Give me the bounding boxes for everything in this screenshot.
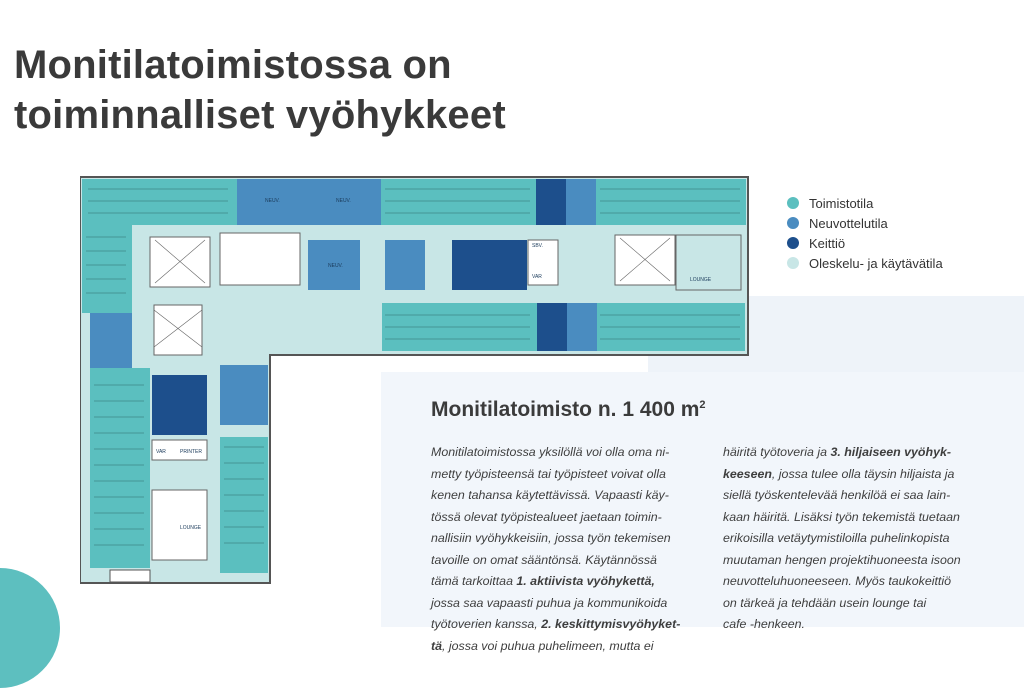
zone-kitchen-bottom bbox=[537, 303, 567, 351]
label-lounge-1: LOUNGE bbox=[180, 525, 202, 531]
label-neuv-1: NEUV. bbox=[265, 198, 280, 204]
card-column-2 bbox=[723, 442, 1008, 636]
title-line-2: toiminnalliset vyöhykkeet bbox=[14, 93, 506, 137]
wc-core-2 bbox=[154, 305, 202, 355]
zone-2-emphasis: 2. keskittymisvyöhyket- bbox=[541, 617, 681, 631]
text-span: , jossa voi puhua puhelimeen, mutta ei bbox=[442, 638, 654, 653]
text-line bbox=[431, 614, 716, 636]
zone-meeting-left-2 bbox=[220, 365, 268, 425]
text-line bbox=[723, 442, 1008, 464]
card-title bbox=[431, 398, 706, 422]
legend-label: Neuvottelutila bbox=[809, 215, 888, 231]
text-line: neuvotteluhuoneeseen. Myös taukokeittiö bbox=[723, 574, 952, 588]
legend-label: Oleskelu- ja käytävätila bbox=[809, 255, 943, 271]
text-span: työtoverien kanssa, bbox=[431, 617, 542, 631]
legend-item-toimistotila bbox=[787, 193, 943, 213]
zone-office-left-3 bbox=[220, 437, 268, 573]
legend-item-neuvottelutila bbox=[787, 213, 943, 233]
text-line: jossa saa vapaasti puhua ja kommunikoida bbox=[431, 595, 668, 610]
text-line: tössä olevat työpistealueet jaetaan toimin- bbox=[431, 509, 662, 524]
card-column-1 bbox=[431, 442, 716, 657]
zone-3-emphasis: 3. hiljaiseen vyöhyk- bbox=[830, 445, 951, 459]
card-title-sup: 2 bbox=[699, 399, 706, 411]
legend-item-keittio bbox=[787, 233, 943, 253]
text-line: on tärkeä ja tehdään usein lounge tai bbox=[723, 595, 927, 610]
zone-3-emphasis-end: keeseen bbox=[723, 466, 772, 481]
label-neuv-3: NEUV. bbox=[328, 263, 343, 269]
label-var-2: VAR bbox=[156, 449, 166, 455]
label-var-1: VAR bbox=[532, 274, 542, 280]
card-title-text: Monitilatoimisto n. 1 400 m bbox=[431, 398, 700, 421]
zone-office-top-1 bbox=[82, 179, 237, 225]
zone-meeting-top bbox=[566, 179, 596, 225]
zone-kitchen-top bbox=[536, 179, 566, 225]
label-lounge-2: LOUNGE bbox=[690, 277, 712, 283]
zone-office-left-2 bbox=[90, 368, 150, 568]
text-span: tämä tarkoittaa bbox=[431, 574, 517, 588]
legend-label: Keittiö bbox=[809, 235, 846, 251]
wc-core bbox=[220, 233, 300, 285]
legend-dot-keittio bbox=[787, 237, 799, 249]
page-title bbox=[14, 40, 506, 140]
zone-2-emphasis-end: tä bbox=[431, 638, 443, 653]
text-line: cafe -henkeen. bbox=[723, 617, 805, 631]
text-line: kaan häiritä. Lisäksi työn tekemistä tuetaan bbox=[723, 509, 960, 524]
zone-office-left-1 bbox=[82, 225, 132, 313]
bottom-stair bbox=[110, 570, 150, 582]
text-line: kenen tahansa käytettävissä. Vapaasti käy- bbox=[431, 488, 669, 502]
zone-kitchen-center bbox=[452, 240, 527, 290]
text-line bbox=[431, 636, 716, 658]
info-card bbox=[381, 372, 1024, 653]
zone-1-emphasis: 1. aktiivista vyöhykettä, bbox=[516, 574, 655, 588]
text-line bbox=[723, 464, 1008, 486]
legend-dot-neuvottelutila bbox=[787, 217, 799, 229]
zone-office-top-3 bbox=[596, 179, 746, 225]
text-line: tavoille on omat sääntönsä. Käytännössä bbox=[431, 552, 657, 567]
title-line-1: Monitilatoimistossa on bbox=[14, 43, 452, 87]
text-line: metty työpisteensä tai työpisteet voivat olla bbox=[431, 466, 666, 481]
text-line: erikoisilla vetäytymistiloilla puhelinkopista bbox=[723, 531, 950, 545]
decorative-corner-circle bbox=[0, 568, 60, 688]
text-line bbox=[431, 571, 716, 593]
text-line: siellä työskentelevää henkilöä ei saa lain- bbox=[723, 488, 951, 502]
legend-label: Toimistotila bbox=[809, 195, 874, 211]
legend-dot-toimistotila bbox=[787, 197, 799, 209]
text-span: häiritä työtoveria ja bbox=[723, 445, 831, 459]
zone-office-top-2 bbox=[381, 179, 536, 225]
zone-kitchen-left bbox=[152, 375, 207, 435]
text-span: , jossa tulee olla täysin hiljaista ja bbox=[771, 466, 955, 481]
zone-meeting-left bbox=[90, 313, 132, 368]
label-sbv: SBV. bbox=[532, 243, 543, 249]
zone-meeting-center bbox=[385, 240, 425, 290]
text-line: Monitilatoimistossa yksilöllä voi olla oma ni- bbox=[431, 445, 670, 459]
text-line: nallisiin vyöhykkeisiin, jossa työn tekemisen bbox=[431, 531, 671, 545]
legend bbox=[787, 193, 943, 273]
label-neuv-2: NEUV. bbox=[336, 198, 351, 204]
legend-dot-oleskelu bbox=[787, 257, 799, 269]
label-printer: PRINTER bbox=[180, 449, 202, 455]
zone-meeting-bottom bbox=[567, 303, 597, 351]
text-line: muutaman hengen projektihuoneesta isoon bbox=[723, 552, 961, 567]
legend-item-oleskelu bbox=[787, 253, 943, 273]
